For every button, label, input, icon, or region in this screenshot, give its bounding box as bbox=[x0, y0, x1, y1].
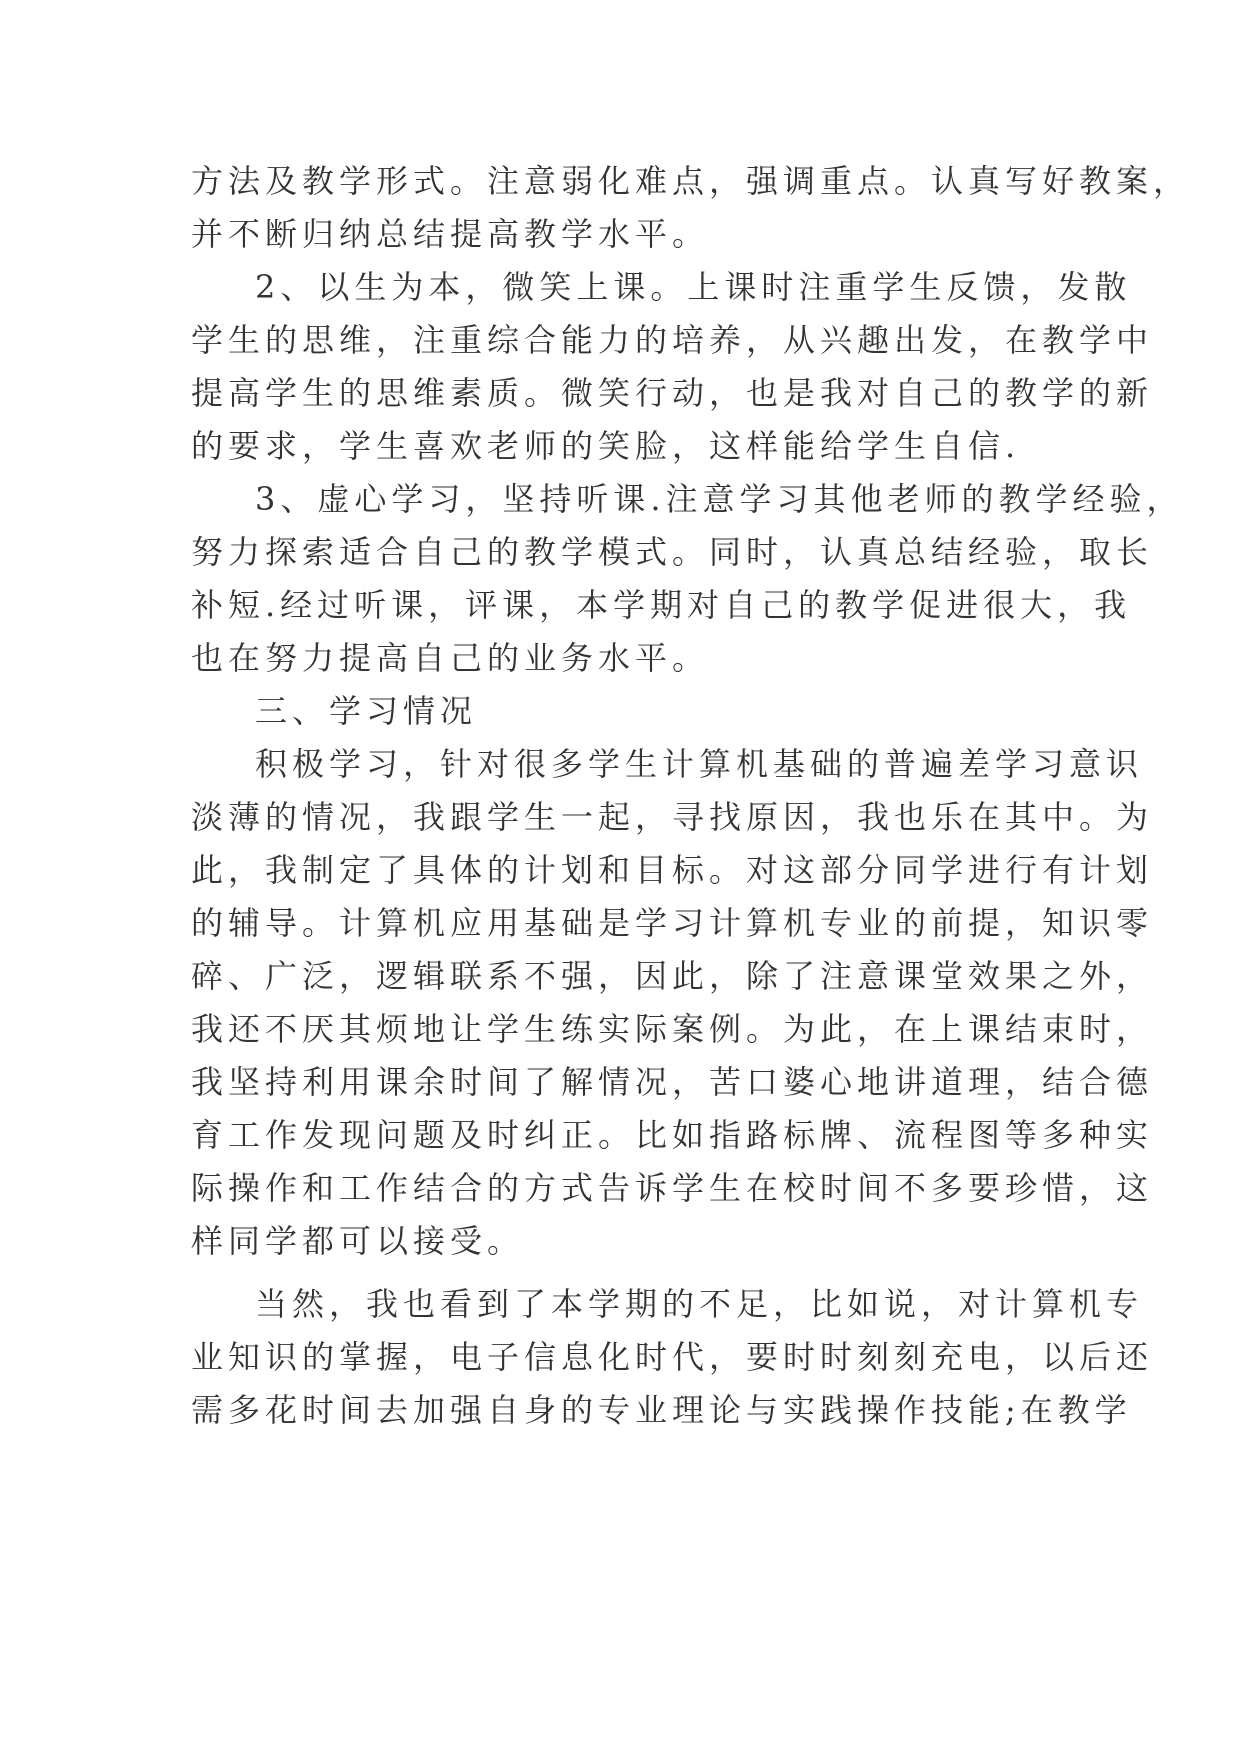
text-line: 积极学习，针对很多学生计算机基础的普遍差学习意识 bbox=[255, 745, 1144, 783]
text-line: 的辅导。计算机应用基础是学习计算机专业的前提，知识零 bbox=[191, 904, 1154, 942]
text-line: 补短.经过听课，评课，本学期对自己的教学促进很大，我 bbox=[191, 586, 1132, 624]
text-line: 并不断归纳总结提高教学水平。 bbox=[191, 215, 710, 253]
text-line: 样同学都可以接受。 bbox=[191, 1222, 525, 1260]
text-line: 我还不厌其烦地让学生练实际案例。为此，在上课结束时， bbox=[191, 1010, 1154, 1048]
text-line: 淡薄的情况，我跟学生一起，寻找原因，我也乐在其中。为 bbox=[191, 798, 1154, 836]
text-line: 2、以生为本，微笑上课。上课时注重学生反馈，发散 bbox=[255, 268, 1132, 306]
text-line: 提高学生的思维素质。微笑行动，也是我对自己的教学的新 bbox=[191, 374, 1154, 412]
text-line: 际操作和工作结合的方式告诉学生在校时间不多要珍惜，这 bbox=[191, 1169, 1154, 1207]
text-line: 学生的思维，注重综合能力的培养，从兴趣出发，在教学中 bbox=[191, 321, 1154, 359]
text-line: 需多花时间去加强自身的专业理论与实践操作技能;在教学 bbox=[191, 1391, 1132, 1429]
text-line: 此，我制定了具体的计划和目标。对这部分同学进行有计划 bbox=[191, 851, 1154, 889]
text-line: 努力探索适合自己的教学模式。同时，认真总结经验，取长 bbox=[191, 533, 1154, 571]
text-line: 的要求，学生喜欢老师的笑脸，这样能给学生自信. bbox=[191, 427, 1021, 465]
text-line: 3、虚心学习，坚持听课.注意学习其他老师的教学经验， bbox=[255, 480, 1184, 518]
text-line: 育工作发现问题及时纠正。比如指路标牌、流程图等多种实 bbox=[191, 1116, 1154, 1154]
section-heading: 三、学习情况 bbox=[255, 692, 478, 730]
text-line: 我坚持利用课余时间了解情况，苦口婆心地讲道理，结合德 bbox=[191, 1063, 1154, 1101]
text-line: 方法及教学形式。注意弱化难点，强调重点。认真写好教案， bbox=[191, 162, 1191, 200]
text-line: 业知识的掌握，电子信息化时代，要时时刻刻充电，以后还 bbox=[191, 1338, 1154, 1376]
text-line: 也在努力提高自己的业务水平。 bbox=[191, 639, 710, 677]
text-line: 碎、广泛，逻辑联系不强，因此，除了注意课堂效果之外， bbox=[191, 957, 1154, 995]
text-line: 当然，我也看到了本学期的不足，比如说，对计算机专 bbox=[255, 1285, 1144, 1323]
